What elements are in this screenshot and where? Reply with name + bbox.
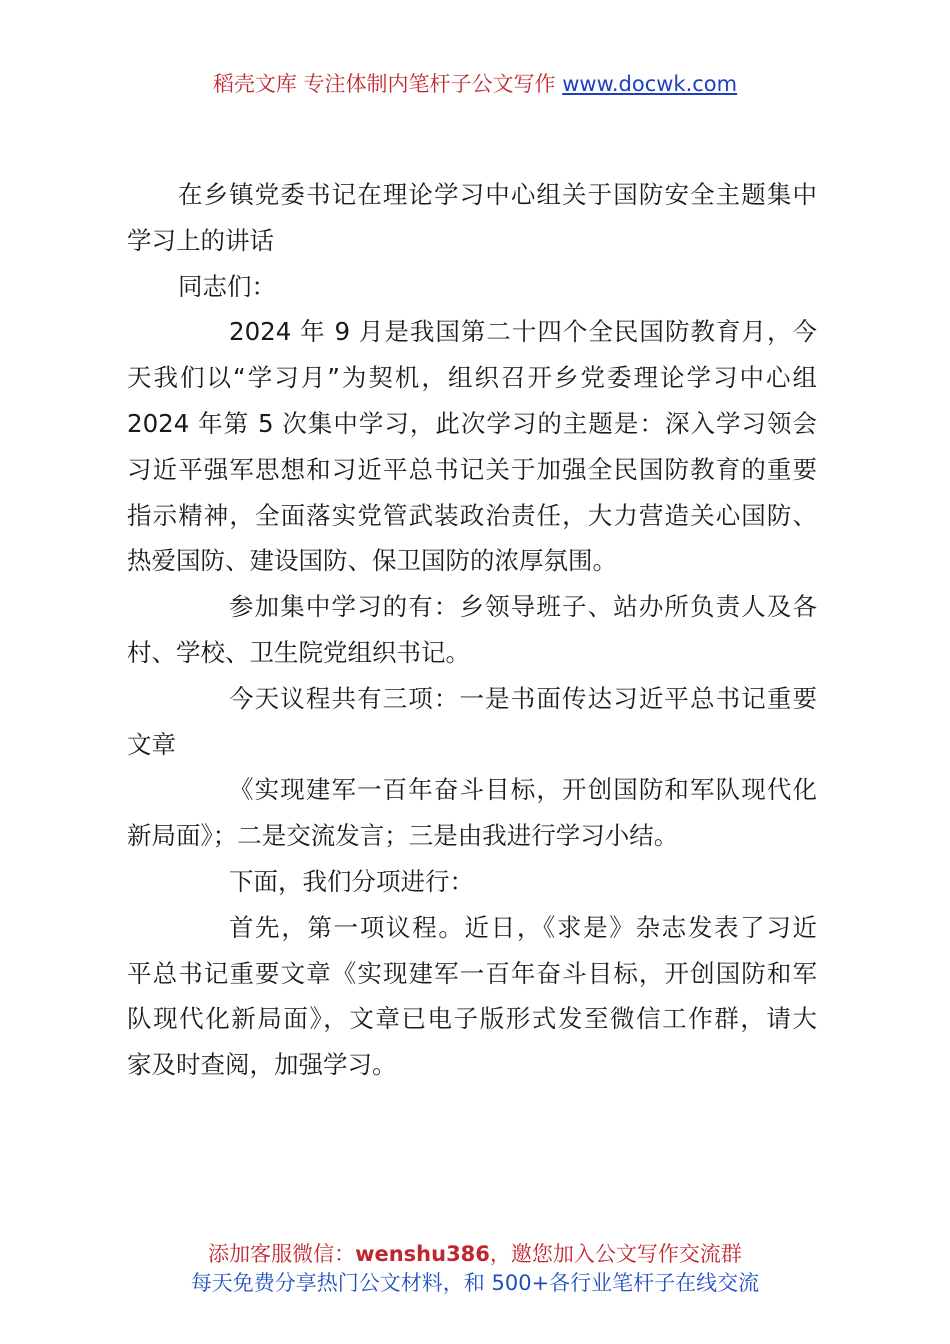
title-line-2: 学习上的讲话 [127,225,274,255]
paragraph-2-line-2: 村、学校、卫生院党组织书记。 [127,637,470,667]
paragraph-1-line-4: 习近平强军思想和习近平总书记关于加强全民国防教育的重要 [127,454,817,484]
footer-line-2: 每天免费分享热门公文材料，和 500+各行业笔杆子在线交流 [190,1271,760,1295]
page-header [0,70,950,98]
footer-prefix: 添加客服微信： [208,1242,356,1266]
paragraph-6-line-1: 首先，第一项议程。近日，《求是》杂志发表了习近 [229,912,817,942]
paragraph-5-line-1: 下面，我们分项进行： [229,866,474,896]
document-body [127,172,817,1088]
paragraph-6-line-2: 平总书记重要文章《实现建军一百年奋斗目标，开创国防和军 [127,958,817,988]
paragraph-1-line-3: 2024 年第 5 次集中学习，此次学习的主题是：深入学习领会 [127,408,817,438]
footer-line-1 [0,1240,950,1269]
paragraph-2-line-1: 参加集中学习的有：乡领导班子、站办所负责人及各 [229,592,817,622]
paragraph-1-line-2: 天我们以“学习月”为契机，组织召开乡党委理论学习中心组 [127,363,817,393]
paragraph-4-line-2: 新局面》；二是交流发言；三是由我进行学习小结。 [127,821,679,851]
header-brand: 稻壳文库 专注体制内笔杆子公文写作 [212,72,556,96]
paragraph-3-line-1: 今天议程共有三项：一是书面传达习近平总书记重要 [229,683,817,713]
paragraph-6-line-3: 队现代化新局面》，文章已电子版形式发至微信工作群，请大 [127,1004,817,1034]
paragraph-1-line-1: 2024 年 9 月是我国第二十四个全民国防教育月，今 [229,317,817,347]
paragraph-1-line-6: 热爱国防、建设国防、保卫国防的浓厚氛围。 [127,546,617,576]
paragraph-4-line-1: 《实现建军一百年奋斗目标，开创国防和军队现代化 [229,775,817,805]
title-line-1: 在乡镇党委书记在理论学习中心组关于国防安全主题集中 [178,180,817,209]
header-url-link[interactable]: www.docwk.com [562,72,738,96]
page-footer [0,1240,950,1298]
footer-suffix: ，邀您加入公文写作交流群 [489,1242,742,1266]
paragraph-1-line-5: 指示精神，全面落实党管武装政治责任，大力营造关心国防、 [127,500,817,530]
footer-wechat-id: wenshu386 [355,1242,490,1266]
salutation: 同志们： [178,271,276,301]
paragraph-6-line-4: 家及时查阅，加强学习。 [127,1050,397,1080]
paragraph-3-line-2: 文章 [127,729,176,759]
